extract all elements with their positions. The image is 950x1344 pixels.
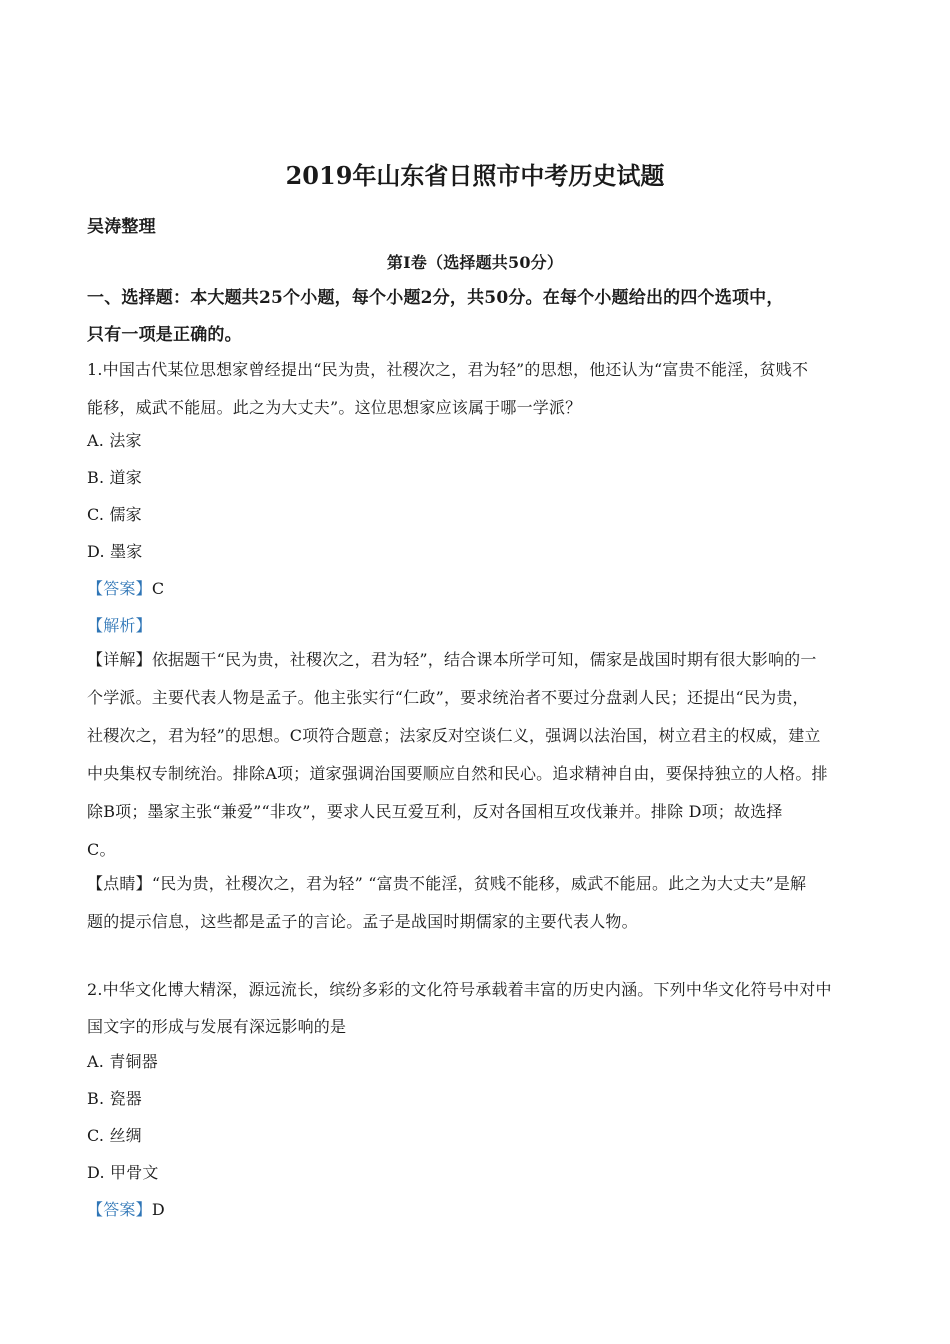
q1-detail-line-4: 中央集权专制统治。排除A项；道家强调治国要顺应自然和民心。追求精神自由，要保持独立的人格。排 [87, 764, 828, 783]
q2-option-d: D. 甲骨文 [87, 1163, 159, 1182]
q2-answer-line [87, 1199, 867, 1221]
q1-answer-line [87, 578, 867, 600]
q1-detail-line-3: 社稷次之，君为轻”的思想。C项符合题意；法家反对空谈仁义，强调以法治国，树立君主的权威，建立 [87, 726, 821, 745]
q1-option-d: D. 墨家 [87, 542, 143, 561]
q2-stem-line-1: 2.中华文化博大精深，源远流长，缤纷多彩的文化符号承载着丰富的历史内涵。下列中华文化符号中对中 [87, 980, 832, 999]
q2-option-c: C. 丝绸 [87, 1126, 142, 1145]
q1-stem-line-2: 能移，威武不能屈。此之为大丈夫”。这位思想家应该属于哪一学派？ [87, 398, 582, 417]
q2-option-b: B. 瓷器 [87, 1089, 142, 1108]
q1-detail-line-5: 除B项；墨家主张“兼爱”“非攻”，要求人民互爱互利，反对各国相互攻伐兼并。排除 D项；故选择 [87, 802, 783, 821]
answer-tag: 【答案】 [87, 579, 152, 598]
section-heading-line-1: 一、选择题：本大题共25个小题，每个小题2分，共50分。在每个小题给出的四个选项中， [87, 288, 784, 308]
document-title: 2019年山东省日照市中考历史试题 [285, 161, 665, 190]
q2-option-a: A. 青铜器 [87, 1052, 158, 1071]
q1-detail-line-1 [87, 649, 867, 671]
q1-option-c: C. 儒家 [87, 505, 142, 524]
q1-detail-text-1: 依据题干“民为贵，社稷次之，君为轻”，结合课本所学可知，儒家是战国时期有很大影响的一 [151, 650, 817, 669]
part-heading: 第Ⅰ卷（选择题共50分） [386, 253, 564, 272]
q1-option-a: A. 法家 [87, 431, 142, 450]
q1-answer-value: C [151, 579, 165, 598]
q1-point-text-1: “民为贵，社稷次之，君为轻” “富贵不能淫，贫贱不能移，威武不能屈。此之为大丈夫”是解 [151, 874, 807, 893]
q1-option-b: B. 道家 [87, 468, 142, 487]
detail-tag: 【详解】 [87, 650, 152, 669]
q2-answer-value: D [151, 1200, 165, 1219]
compiler-credit: 吴涛整理 [87, 217, 156, 237]
q1-analysis-tag: 【解析】 [87, 616, 152, 635]
q1-stem-line-1: 1.中国古代某位思想家曾经提出“民为贵，社稷次之，君为轻”的思想，他还认为“富贵不能淫，贫贱不 [87, 360, 809, 379]
section-heading-line-2: 只有一项是正确的。 [87, 325, 242, 345]
q1-point-line-2: 题的提示信息，这些都是孟子的言论。孟子是战国时期儒家的主要代表人物。 [87, 912, 638, 931]
point-tag: 【点睛】 [87, 874, 152, 893]
q1-detail-line-6: C。 [87, 840, 116, 859]
answer-tag: 【答案】 [87, 1200, 152, 1219]
q2-stem-line-2: 国文字的形成与发展有深远影响的是 [87, 1017, 347, 1036]
q1-detail-line-2: 个学派。主要代表人物是孟子。他主张实行“仁政”，要求统治者不要过分盘剥人民；还提出“民为贵， [87, 688, 809, 707]
q1-point-line-1 [87, 873, 867, 895]
